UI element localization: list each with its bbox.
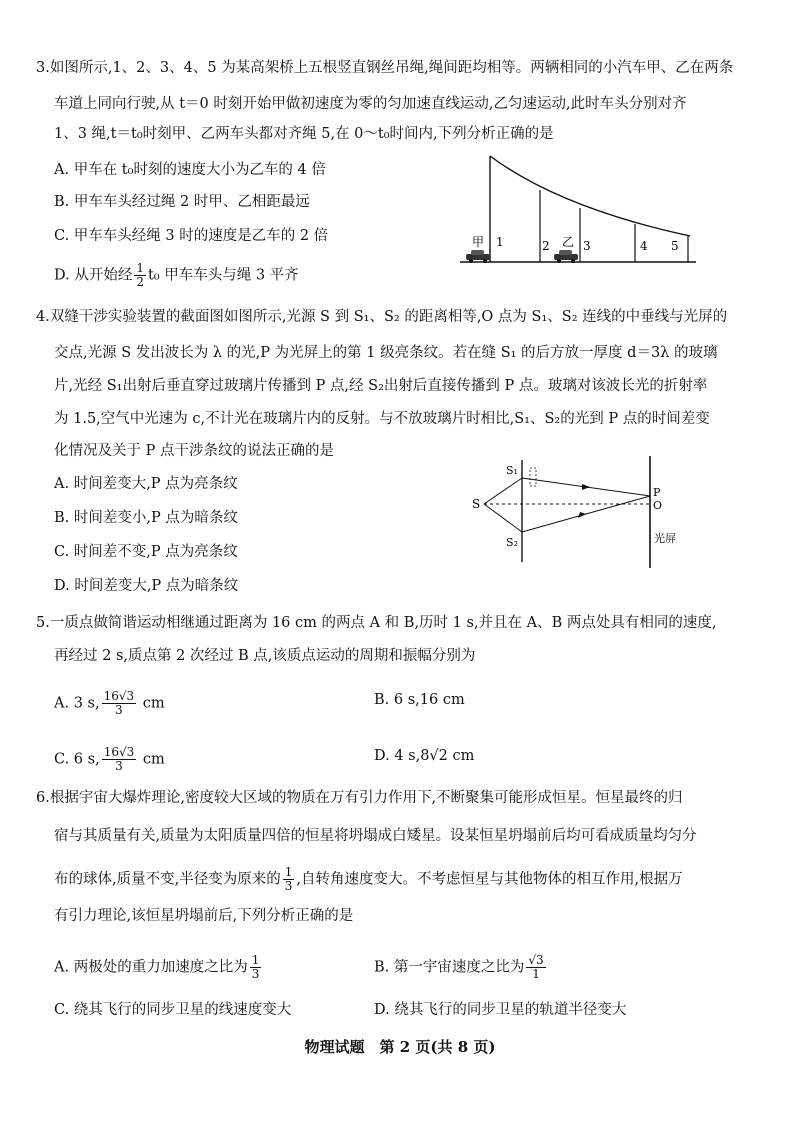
q6-line-3: 布的球体,质量不变,半径变为原来的 $\frac{1}{3}$ ,自转角速度变大。不考虑恒星与其他物体的相互作用,根据万: [54, 865, 683, 893]
q3-line-3: 1、3 绳,t＝t₀时刻甲、乙两车头都对齐绳 5,在 0～t₀时间内,下列分析正确的是: [54, 126, 554, 142]
bridge-diagram: [460, 150, 700, 268]
q4-line-4: 为 1.5,空气中光速为 c,不计光在玻璃片内的反射。与不放玻璃片时相比,S₁、S₂的光到 P 点的时间差变: [54, 411, 710, 427]
rope-label-2: 2: [542, 239, 550, 253]
arrow-upper: [582, 484, 590, 490]
arrow-lower: [578, 512, 586, 518]
q4-line-3: 片,光经 S₁出射后垂直穿过玻璃片传播到 P 点,经 S₂出射后直接传播到 P 点。玻璃对该波长光的折射率: [54, 378, 708, 394]
q5-line-1: 5.一质点做简谐运动相继通过距离为 16 cm 的两点 A 和 B,历时 1 s,并且在 A、B 两点处具有相同的速度,: [36, 615, 717, 631]
label-s2: S₂: [506, 536, 518, 549]
q5-option-a[interactable]: A. 3 s, $\frac{16√3}{3}$ cm: [54, 689, 165, 717]
q6-line-1: 6.根据宇宙大爆炸理论,密度较大区域的物质在万有引力作用下,不断聚集可能形成恒星。恒星最终的归: [36, 790, 683, 806]
q4-line-5: 化情况及关于 P 点干涉条纹的说法正确的是: [54, 443, 334, 459]
label-s: S: [472, 497, 481, 511]
fraction: $\frac{16√3}{3}$: [103, 745, 135, 773]
q4-line-2: 交点,光源 S 发出波长为 λ 的光,P 为光屏上的第 1 级亮条纹。若在缝 S₁ 的后方放一厚度 d＝3λ 的玻璃: [54, 345, 718, 361]
ray-s-s2: [484, 504, 522, 532]
q4-option-d[interactable]: D. 时间差变大,P 点为暗条纹: [54, 578, 239, 594]
label-screen: 光屏: [654, 532, 676, 545]
label-s1: S₁: [506, 464, 518, 477]
q6-option-b[interactable]: B. 第一宇宙速度之比为 $\frac{√3}{1}$: [374, 953, 544, 981]
page-footer: 物理试题 第 2 页(共 8 页): [304, 1038, 496, 1056]
q3-option-c[interactable]: C. 甲车车头经绳 3 时的速度是乙车的 2 倍: [54, 228, 329, 244]
fraction: $\frac{1}{3}$: [284, 865, 293, 893]
q6-option-c[interactable]: C. 绕其飞行的同步卫星的线速度变大: [54, 1002, 292, 1018]
car-b-icon: [554, 250, 578, 263]
q3-option-b[interactable]: B. 甲车车头经过绳 2 时甲、乙相距最远: [54, 194, 310, 210]
fraction: $\frac{√3}{1}$: [528, 953, 544, 981]
label-p: P: [653, 486, 661, 499]
fraction: $\frac{1}{2}$: [136, 261, 144, 289]
fraction: $\frac{1}{3}$: [251, 953, 260, 981]
double-slit-diagram: [470, 456, 690, 568]
q5-option-b[interactable]: B. 6 s,16 cm: [374, 692, 465, 708]
q5-option-d[interactable]: D. 4 s,8√2 cm: [374, 748, 475, 764]
rope-label-1: 1: [496, 235, 504, 249]
rope-label-5: 5: [671, 239, 679, 253]
car-b-label: 乙: [562, 235, 575, 249]
fraction: $\frac{16√3}{3}$: [103, 689, 135, 717]
q4-option-c[interactable]: C. 时间差不变,P 点为亮条纹: [54, 544, 238, 560]
q3-option-d[interactable]: D. 从开始经 $\frac{1}{2}$ t₀ 甲车车头与绳 3 平齐: [54, 261, 299, 289]
q3-option-a[interactable]: A. 甲车在 t₀时刻的速度大小为乙车的 4 倍: [54, 162, 326, 178]
q6-line-4: 有引力理论,该恒星坍塌前后,下列分析正确的是: [54, 908, 354, 924]
q4-option-a[interactable]: A. 时间差变大,P 点为亮条纹: [54, 476, 238, 492]
ray-s-s1: [484, 478, 522, 504]
q4-line-1: 4.双缝干涉实验装置的截面图如图所示,光源 S 到 S₁、S₂ 的距离相等,O 点为 S₁、S₂ 连线的中垂线与光屏的: [36, 309, 728, 325]
rope-label-4: 4: [640, 239, 648, 253]
q4-option-b[interactable]: B. 时间差变小,P 点为暗条纹: [54, 510, 238, 526]
q5-line-2: 再经过 2 s,质点第 2 次经过 B 点,该质点运动的周期和振幅分别为: [54, 648, 476, 664]
car-a-label: 甲: [472, 235, 485, 249]
label-o: O: [653, 499, 663, 512]
q3-line-2: 车道上同向行驶,从 t＝0 时刻开始甲做初速度为零的匀加速直线运动,乙匀速运动,此时车头分别对齐: [54, 96, 687, 112]
q6-option-d[interactable]: D. 绕其飞行的同步卫星的轨道半径变大: [374, 1002, 627, 1018]
car-a-icon: [466, 250, 490, 263]
q6-line-2: 宿与其质量有关,质量为太阳质量四倍的恒星将坍塌成白矮星。设某恒星坍塌前后均可看成质量均匀分: [54, 828, 697, 844]
rope-label-3: 3: [583, 239, 591, 253]
q3-line-1: 3.如图所示,1、2、3、4、5 为某高架桥上五根竖直钢丝吊绳,绳间距均相等。两辆相同的小汽车甲、乙在两条: [36, 60, 734, 76]
glass-plate: [530, 468, 536, 486]
bridge-cable-curve: [490, 156, 690, 236]
q5-option-c[interactable]: C. 6 s, $\frac{16√3}{3}$ cm: [54, 745, 165, 773]
q6-option-a[interactable]: A. 两极处的重力加速度之比为 $\frac{1}{3}$: [54, 953, 260, 981]
